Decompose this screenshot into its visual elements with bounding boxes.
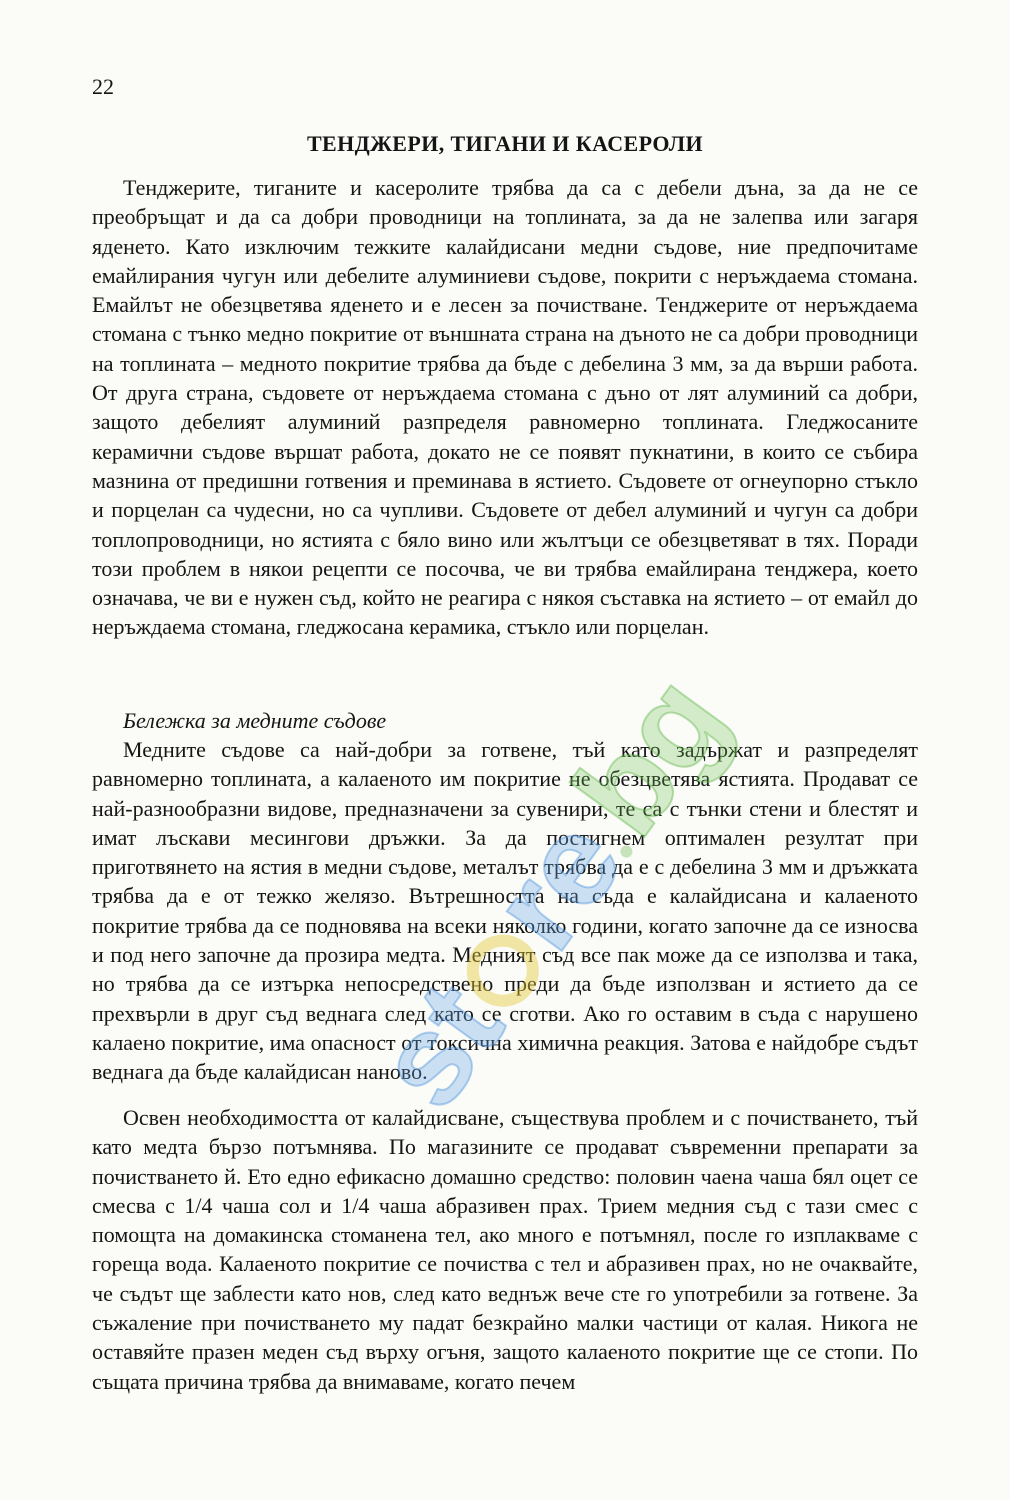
watermark-domain: bg bbox=[546, 651, 753, 861]
note-heading: Бележка за медните съдове bbox=[123, 708, 387, 733]
paragraph-text: Освен необходимостта от калайдисване, съществува проблем и с почистването, тъй като медта бързо потъмнява. По магазините се продават съвременни препарати за почистването й. Ето едно ефикасно домашно средство: половин чаена чаша бял оцет се смесва с 1/4 чаша сол и 1/4 чаша абразивен прах. Трием медния съд с тази смес с помощта на домакинска стоманена тел, ако много е потъмнял, после го изплакваме с гореща вода. Калаеното покритие се почиства с тел и абразивен прах, но не очаквайте, че съдът ще заблести като нов, след като веднъж вече сте го употребили за готвене. За съжаление при почистването му падат безкрайно малки частици от калая. Никога не оставяйте празен меден съд върху огъня, защото калаеното покритие ще се стопи. По същата причина трябва да внимаваме, когато печем bbox=[92, 1105, 918, 1394]
watermark-text-start: st bbox=[348, 958, 530, 1133]
paragraph-pots-and-pans bbox=[92, 173, 918, 642]
paragraph-text: Тенджерите, тиганите и касеролите трябва да са с дебели дъна, за да не се преобръщат и да са добри проводници на топлината, за да не залепва или загаря яденето. Като изключим тежките калайдисани медни съдове, ние предпочитаме емайлирания чугун или дебелите алуминиеви съдове, покрити с неръждаема стомана. Емайлът не обезцветява яденето и е лесен за почистване. Тенджерите от неръждаема стомана с тънко медно покритие от външната страна на дъното не са добри проводници на топлината – медното покритие трябва да бъде с дебелина 3 мм, за да върши работа. От друга страна, съдовете от неръждаема стомана с дъно от лят алуминий са добри, защото дебелият алуминий разпределя равномерно топлината. Гледжосаните керамични съдове вършат работа, докато не се появят пукнатини, в които се събира мазнина от предишни готвения и преминава в ястието. Съдовете от огнеупорно стъкло и порцелан са чудесни, но са чупливи. Съдовете от дебел алуминий и чугун са добри топлопроводници, но ястията с бяло вино или жълтъци се обезцветяват в тях. Поради този проблем в някои рецепти се посочва, че ви трябва емайлирана тенджера, което означава, че ви е нужен съд, който не реагира с някоя съставка на ястието – от емайл до неръждаема стомана, гледжосана керамика, стъкло или порцелан. bbox=[92, 175, 918, 640]
paragraph-cleaning-copper bbox=[92, 1103, 918, 1396]
page-number: 22 bbox=[92, 74, 114, 99]
paragraph-text: Медните съдове са най-добри за готвене, тъй като задържат и разпределят равномерно топлината, а калаеното им покритие не обезцветява ястията. Продават се най-разнообразни видове, предназначени за сувенири, те са с тънки стени и блестят и имат лъскави месингови дръжки. За да постигнем оптимален резултат при приготвянето на ястия в медни съдове, металът трябва да е с дебелина 3 мм и дръжката трябва да е от тежко желязо. Вътрешността на съда е калайдисана и калаеното покритие трябва да се подновява на всеки няколко години, когато започне да се износва и под него започне да прозира медта. Медният съд все пак може да се използва и така, но трябва да се изтърка непосредствено преди да бъде използван и ястието да се прехвърли в друг съд веднага след като се сготви. Ако го оставим в съда с нарушено калаено покритие, има опасност от токсична химична реакция. Затова е найдобре съдът веднага да бъде калайдисан наново. bbox=[92, 737, 918, 1085]
section-title: ТЕНДЖЕРИ, ТИГАНИ И КАСЕРОЛИ bbox=[306, 131, 704, 156]
watermark-text-end: re bbox=[463, 794, 650, 975]
paragraph-copper-cookware bbox=[92, 735, 918, 1087]
